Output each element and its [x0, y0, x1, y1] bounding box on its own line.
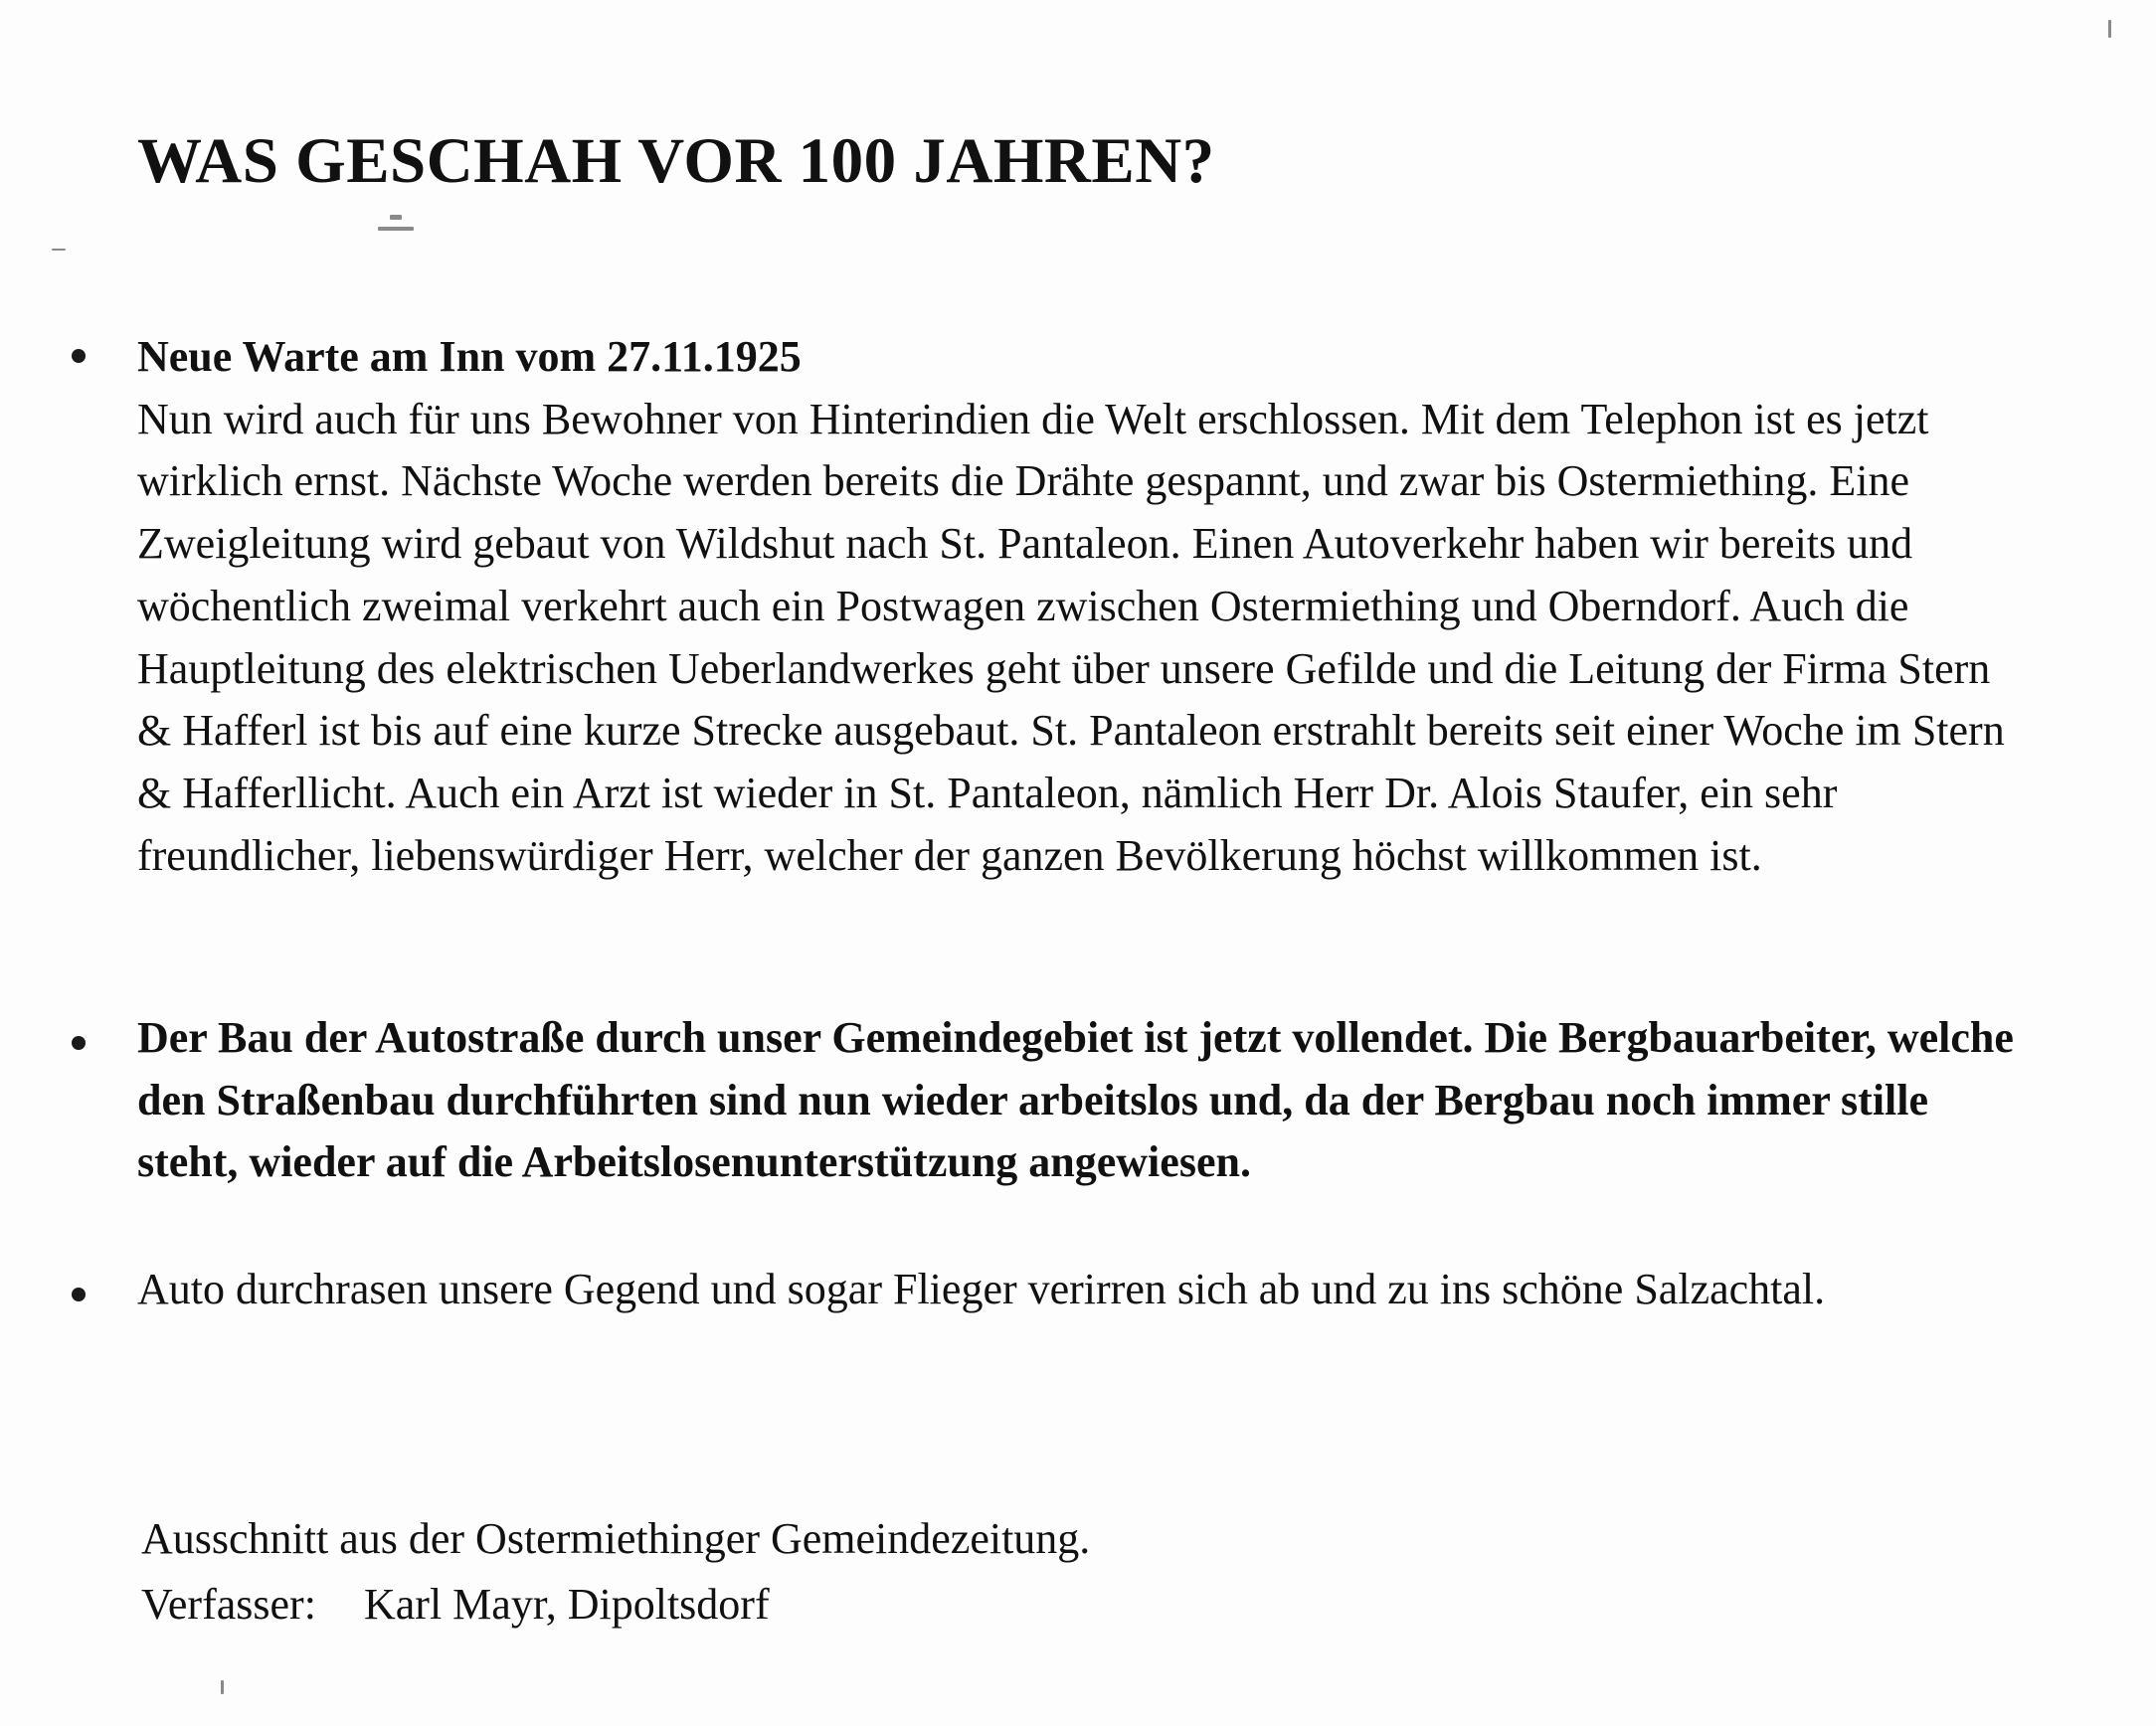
page-title: WAS GESCHAH VOR 100 JAHREN? [137, 125, 1215, 197]
author-label: Verfasser: [141, 1580, 316, 1629]
author-line [141, 1572, 1090, 1638]
news-item-text: Auto durchrasen unsere Gegend und sogar Flieger verirren sich ab und zu ins schöne Salzachtal. [137, 1265, 1826, 1313]
scan-speck [390, 215, 402, 220]
news-item-3 [137, 1259, 2027, 1321]
bullet-icon [72, 1036, 86, 1050]
author-name: Karl Mayr, Dipoltsdorf [364, 1580, 770, 1629]
news-item-heading: Neue Warte am Inn vom 27.11.1925 [137, 332, 802, 381]
news-item-text: Nun wird auch für uns Bewohner von Hinterindien die Welt erschlossen. Mit dem Telephon ist es jetzt wirklich ernst. Nächste Woche werden bereits die Drähte gespannt, und zwar bis Ostermiething. Eine Zweigleitung wird gebaut von Wildshut nach St. Pantaleon. Einen Autoverkehr haben wir bereits und wöchentlich zweimal verkehrt auch ein Postwagen zwischen Ostermiething und Oberndorf. Auch die Hauptleitung des elektrischen Ueberlandwerkes geht über unsere Gefilde und die Leitung der Firma Stern & Hafferl ist bis auf eine kurze Strecke ausgebaut. St. Pantaleon erstrahlt bereits seit einer Woche im Stern & Hafferllicht. Auch ein Arzt ist wieder in St. Pantaleon, nämlich Herr Dr. Alois Staufer, ein sehr freundlicher, liebenswürdiger Herr, welcher der ganzen Bevölkerung höchst willkommen ist. [137, 394, 2005, 880]
news-item-2 [137, 1007, 2027, 1194]
scan-speck [52, 249, 66, 251]
bullet-icon [72, 1288, 86, 1301]
bullet-icon [72, 349, 86, 363]
footer [141, 1506, 1090, 1638]
news-item-1 [137, 326, 2027, 887]
news-item-text: Der Bau der Autostraße durch unser Gemeindegebiet ist jetzt vollendet. Die Bergbauarbeiter, welche den Straßenbau durchführten sind nun wieder arbeitslos und, da der Bergbau noch immer stille steht, wieder auf die Arbeitslosenunterstützung angewiesen. [137, 1013, 2014, 1187]
scan-speck [221, 1680, 224, 1694]
source-line: Ausschnitt aus der Ostermiethinger Gemeindezeitung. [141, 1514, 1091, 1563]
scan-speck [378, 227, 414, 231]
scan-speck [2108, 20, 2111, 38]
